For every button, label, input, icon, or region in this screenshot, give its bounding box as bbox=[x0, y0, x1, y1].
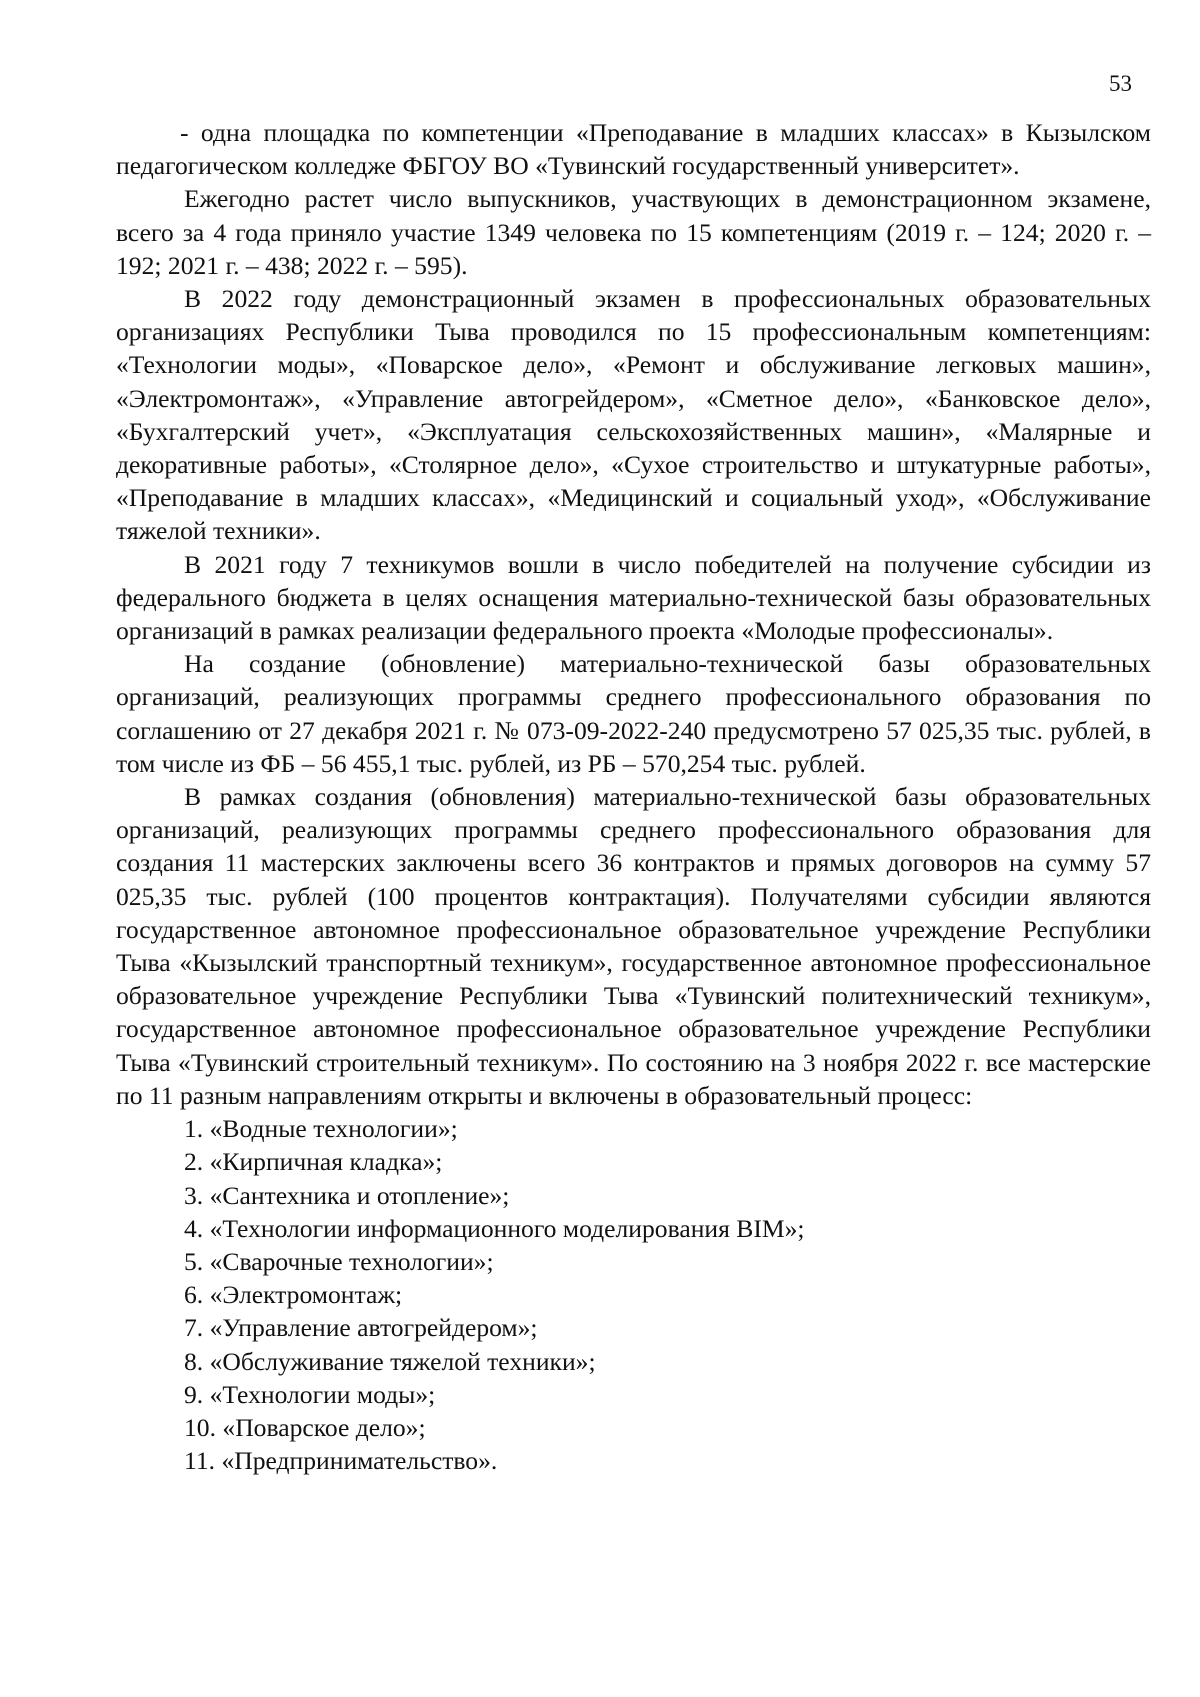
list-item: 9. «Технологии моды»; bbox=[184, 1379, 436, 1409]
list-item: 3. «Сантехника и отопление»; bbox=[184, 1180, 510, 1210]
workshop-list bbox=[116, 1112, 1151, 1477]
paragraph-funding: На создание (обновление) материально-технической базы образовательных организаций, реализующих программы среднего профессионального образования по соглашению от 27 декабря 2021 г. № 073-09-2022-240 предусмотрено 57 025,35 тыс. рублей, в том числе из ФБ – 56 455,1 тыс. рублей, из РБ – 570,254 тыс. рублей. bbox=[116, 649, 1151, 778]
list-item: 5. «Сварочные технологии»; bbox=[184, 1246, 494, 1276]
list-item: 10. «Поварское дело»; bbox=[184, 1412, 426, 1442]
list-item: 7. «Управление автогрейдером»; bbox=[184, 1313, 538, 1343]
list-item: 8. «Обслуживание тяжелой техники»; bbox=[184, 1346, 596, 1376]
list-item: 6. «Электромонтаж; bbox=[184, 1280, 403, 1310]
list-item: 4. «Технологии информационного моделирования BIM»; bbox=[184, 1213, 805, 1243]
paragraph-demo-exam-2022: В 2022 году демонстрационный экзамен в профессиональных образовательных организациях Республики Тыва проводился по 15 профессиональным компетенциям: «Технологии моды», «Поварское дело», «Ремонт и обслуживание легковых машин», «Электромонтаж», «Управление автогрейдером», «Сметное дело», «Банковское дело», «Бухгалтерский учет», «Эксплуатация сельскохозяйственных машин», «Малярные и декоративные работы», «Столярное дело», «Сухое строительство и штукатурные работы», «Преподавание в младших классах», «Медицинский и социальный уход», «Обслуживание тяжелой техники». bbox=[116, 284, 1151, 546]
paragraph-workshops: В рамках создания (обновления) материально-технической базы образовательных организаций, реализующих программы среднего профессионального образования для создания 11 мастерских заключены всего 36 контрактов и прямых договоров на сумму 57 025,35 тыс. рублей (100 процентов контрактация). Получателями субсидии являются государственное автономное профессиональное образовательное учреждение Республики Тыва «Кызылский транспортный техникум», государственное автономное профессиональное образовательное учреждение Республики Тыва «Тувинский политехнический техникум», государственное автономное профессиональное образовательное учреждение Республики Тыва «Тувинский строительный техникум». По состоянию на 3 ноября 2022 г. все мастерские по 11 разным направлениям открыты и включены в образовательный процесс: bbox=[116, 782, 1151, 1110]
list-item: 2. «Кирпичная кладка»; bbox=[184, 1147, 443, 1177]
list-item: 11. «Предпринимательство». bbox=[184, 1446, 498, 1476]
paragraph-platform: - одна площадка по компетенции «Преподавание в младших классах» в Кызылском педагогическом колледже ФБГОУ ВО «Тувинский государственный университет». bbox=[116, 118, 1151, 181]
list-item: 1. «Водные технологии»; bbox=[184, 1114, 458, 1144]
paragraph-subsidy-2021: В 2021 году 7 техникумов вошли в число победителей на получение субсидии из федерального бюджета в целях оснащения материально-технической базы образовательных организаций в рамках реализации федерального проекта «Молодые профессионалы». bbox=[116, 549, 1151, 646]
paragraph-graduates: Ежегодно растет число выпускников, участвующих в демонстрационном экзамене, всего за 4 года приняло участие 1349 человека по 15 компетенциям (2019 г. – 124; 2020 г. – 192; 2021 г. – 438; 2022 г. – 595). bbox=[116, 184, 1151, 280]
page-number: 53 bbox=[1109, 71, 1132, 96]
document-body bbox=[116, 116, 1151, 1477]
